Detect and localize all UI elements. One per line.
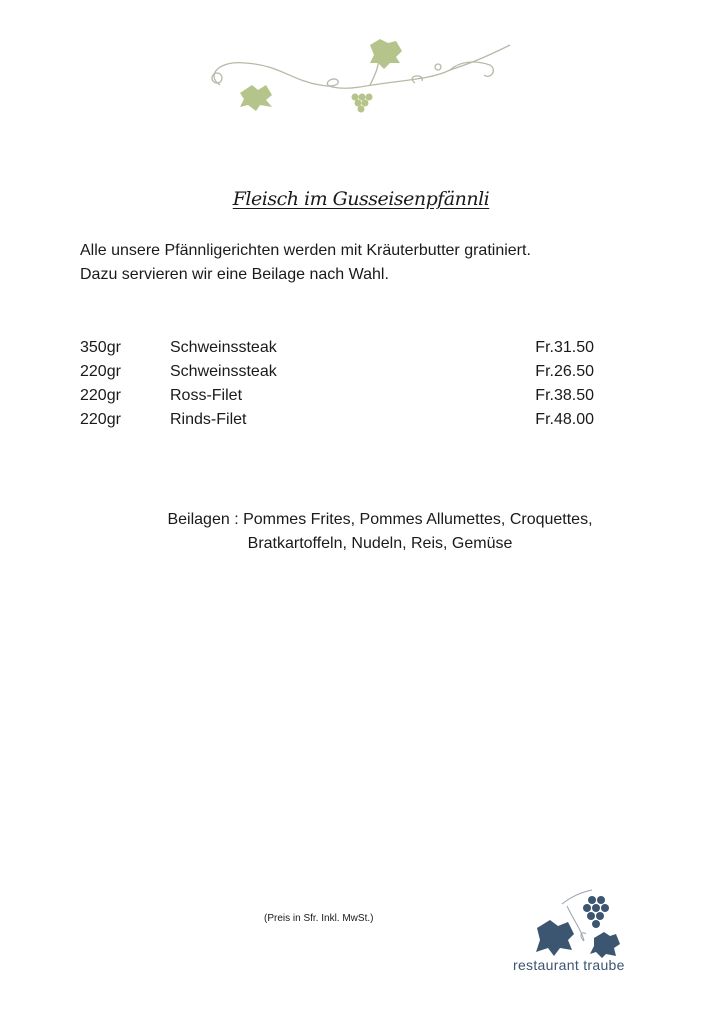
item-name: Rinds-Filet bbox=[170, 411, 247, 428]
item-name: Schweinssteak bbox=[170, 339, 277, 356]
item-price: Fr.48.00 bbox=[535, 411, 594, 428]
item-price: Fr.38.50 bbox=[535, 387, 594, 404]
side-dishes-line: Beilagen : Pommes Frites, Pommes Allumettes, Croquettes, bbox=[167, 511, 593, 528]
intro-line: Alle unsere Pfännligerichten werden mit Kräuterbutter gratiniert. bbox=[80, 242, 531, 259]
item-price: Fr.26.50 bbox=[535, 363, 594, 380]
side-dishes bbox=[0, 508, 722, 556]
intro-line: Dazu servieren wir eine Beilage nach Wahl. bbox=[80, 266, 389, 283]
side-dishes-line: Bratkartoffeln, Nudeln, Reis, Gemüse bbox=[247, 535, 513, 552]
menu-item bbox=[80, 387, 594, 411]
menu-item bbox=[80, 339, 594, 363]
item-weight: 220gr bbox=[80, 363, 121, 380]
price-note: (Preis in Sfr. Inkl. MwSt.) bbox=[264, 913, 374, 924]
item-name: Ross-Filet bbox=[170, 387, 243, 404]
grapevine-ornament bbox=[200, 35, 520, 120]
menu-item bbox=[80, 411, 594, 435]
item-weight: 350gr bbox=[80, 339, 121, 356]
item-price: Fr.31.50 bbox=[535, 339, 594, 356]
grapes-icon bbox=[583, 896, 609, 928]
page-title: Fleisch im Gusseisenpfännli bbox=[232, 188, 490, 210]
restaurant-logo bbox=[512, 886, 642, 958]
item-name: Schweinssteak bbox=[170, 363, 277, 380]
grapes-icon bbox=[352, 94, 373, 113]
item-weight: 220gr bbox=[80, 387, 121, 404]
menu-item bbox=[80, 363, 594, 387]
logo-text: restaurant traube bbox=[513, 957, 625, 973]
leaf-icon bbox=[240, 39, 402, 111]
item-weight: 220gr bbox=[80, 411, 121, 428]
